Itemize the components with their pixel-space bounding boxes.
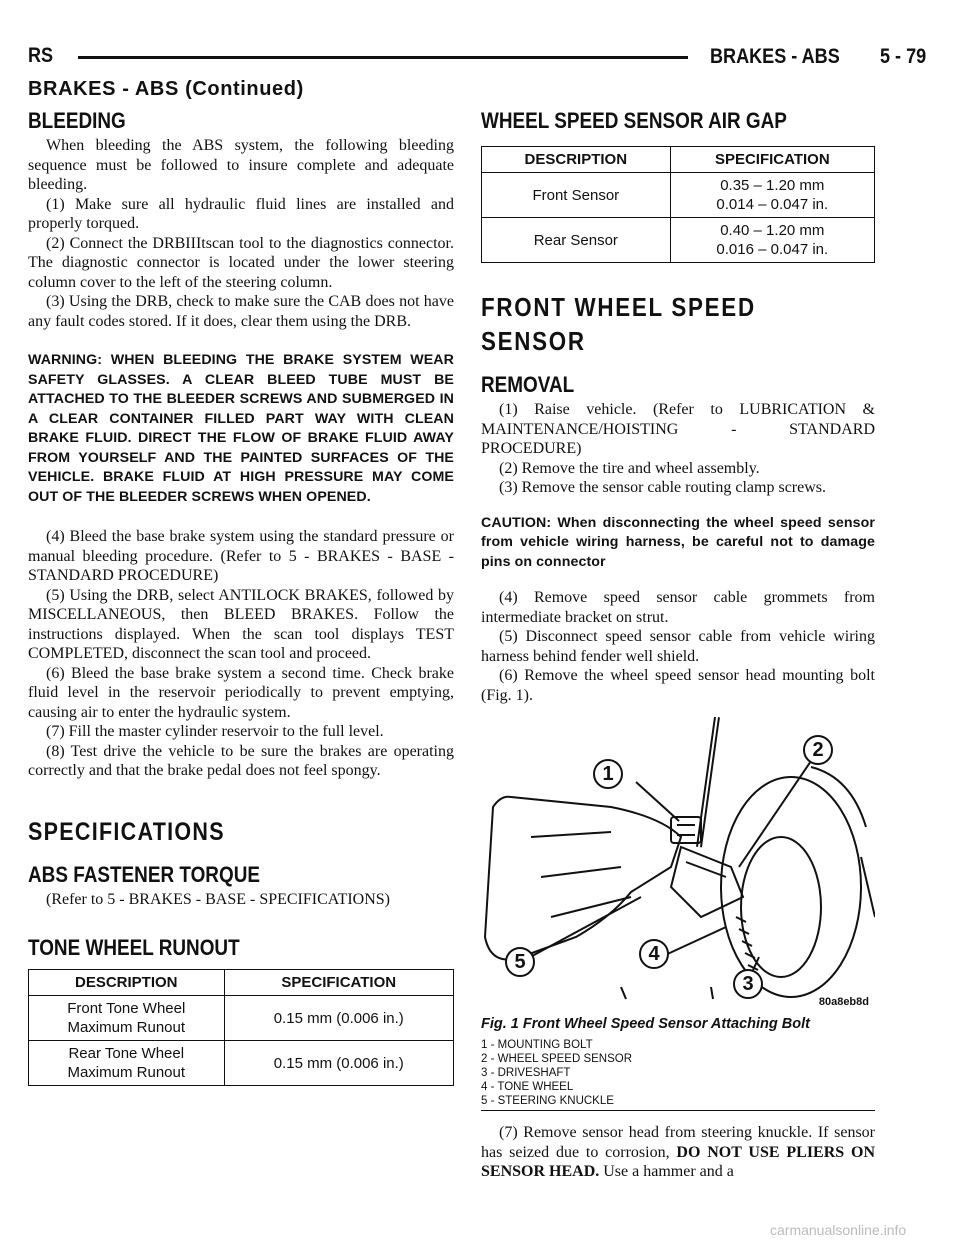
removal-heading: REMOVAL [481,372,575,397]
legend-item: 5 - STEERING KNUCKLE [481,1095,614,1107]
cell-line: Rear Tone Wheel [68,1045,185,1063]
table-row [29,1041,454,1086]
air-gap-table [481,146,875,263]
cell-line: 0.35 – 1.20 mm [720,177,825,194]
heading-line: FRONT WHEEL SPEED [481,292,756,322]
legend-item: 1 - MOUNTING BOLT [481,1039,593,1051]
table-cell-description: Rear Sensor [482,218,671,263]
header-model-code: RS [28,44,54,67]
table-header-row [29,970,454,996]
removal-step-6: (6) Remove the wheel speed sensor head mounting bolt (Fig. 1). [481,667,875,704]
bleeding-step-4: (4) Bleed the base brake system using the standard pressure or manual bleeding procedure. (Refer to 5 - BRAKES - BASE - STANDARD PROCEDURE) [28,528,454,584]
legend-item: 3 - DRIVESHAFT [481,1067,571,1079]
specifications-heading: SPECIFICATIONS [28,817,225,846]
table-cell-description [29,996,225,1041]
header-rule [78,56,688,59]
callout-3: 3 [733,969,763,999]
cell-line: 0.016 – 0.047 in. [716,241,829,258]
callout-5: 5 [505,947,535,977]
callout-1: 1 [593,759,623,789]
table-cell-specification [670,173,874,218]
continued-title: BRAKES - ABS (Continued) [28,78,304,100]
left-column [28,108,454,1086]
callout-2: 2 [803,735,833,765]
heading-line: SENSOR [481,325,586,356]
legend-item: 2 - WHEEL SPEED SENSOR [481,1053,633,1065]
bleeding-step-7: (7) Fill the master cylinder reservoir to the full level. [46,723,384,740]
abs-fastener-torque-heading: ABS FASTENER TORQUE [28,861,260,887]
tone-wheel-runout-heading: TONE WHEEL RUNOUT [28,935,240,961]
bleeding-heading: BLEEDING [28,108,126,133]
right-column [481,108,875,1182]
removal-step-1: (1) Raise vehicle. (Refer to LUBRICATION & MAINTENANCE/HOISTING - STANDARD PROCEDURE) [481,401,875,457]
table-cell-description: Front Sensor [482,173,671,218]
step-7-emphasis: DO NOT USE PLIERS ON SENSOR HEAD. [481,1143,876,1180]
table-header-row [482,147,875,173]
bleeding-step-8: (8) Test drive the vehicle to be sure the brakes are operating correctly and that the brake pedal does not feel spongy. [28,742,454,779]
bleeding-step-6: (6) Bleed the base brake system a second time. Check brake fluid level in the reservoir periodically to prevent emptying, causing air to enter the hydraulic system. [28,664,454,721]
bleeding-step-1: (1) Make sure all hydraulic fluid lines are installed and properly torqued. [28,195,454,232]
front-wheel-speed-sensor-heading [481,291,875,358]
bleeding-intro: When bleeding the ABS system, the following bleeding sequence must be followed to insure complete and adequate bleeding. [28,137,454,193]
air-gap-heading: WHEEL SPEED SENSOR AIR GAP [481,108,787,133]
bleeding-step-5: (5) Using the DRB, select ANTILOCK BRAKES, followed by MISCELLANEOUS, then BLEED BRAKES. Follow the instructions displayed. When the scan tool displays TEST COMPLETED, disconnect the scan tool and proceed. [28,586,454,662]
table-header-specification: SPECIFICATION [670,147,874,173]
legend-item: 4 - TONE WHEEL [481,1081,574,1093]
header-section-title: BRAKES - ABS [710,45,840,68]
bleeding-step-2: (2) Connect the DRBIIItscan tool to the diagnostics connector. The diagnostic connector is located under the lower steering column cover to the left of the steering column. [28,234,454,291]
header-page-number: 5 - 79 [880,45,927,68]
tone-wheel-runout-table [28,969,454,1086]
abs-fastener-torque-text: (Refer to 5 - BRAKES - BASE - SPECIFICATIONS) [46,890,390,908]
figure-caption: Fig. 1 Front Wheel Speed Sensor Attaching Bolt [481,1016,810,1032]
table-cell-specification: 0.15 mm (0.006 in.) [224,1041,454,1086]
removal-step-7 [481,1123,875,1182]
table-cell-specification: 0.15 mm (0.006 in.) [224,996,454,1041]
table-row [29,996,454,1041]
table-header-description: DESCRIPTION [482,147,671,173]
figure-code: 80a8eb8d [818,996,869,1008]
table-row [482,173,875,218]
removal-caution: CAUTION: When disconnecting the wheel speed sensor from vehicle wiring harness, be careful not to damage pins on connector [481,514,875,570]
cell-line: Front Tone Wheel [67,1000,186,1018]
page-header [28,44,934,70]
removal-step-5: (5) Disconnect speed sensor cable from vehicle wiring harness behind fender well shield. [481,628,875,665]
removal-step-3: (3) Remove the sensor cable routing clamp screws. [499,479,827,496]
watermark: carmanualsonline.info [770,1222,907,1238]
table-header-description: DESCRIPTION [29,970,225,996]
bleeding-step-3: (3) Using the DRB, check to make sure the CAB does not have any fault codes stored. If it does, clear them using the DRB. [28,293,454,330]
removal-step-4: (4) Remove speed sensor cable grommets from intermediate bracket on strut. [481,589,875,626]
header-right [696,44,934,69]
cell-line: Maximum Runout [67,1064,186,1082]
bleeding-warning: WARNING: WHEN BLEEDING THE BRAKE SYSTEM WEAR SAFETY GLASSES. A CLEAR BLEED TUBE MUST BE ATTACHED TO THE BLEEDER SCREWS AND SUBMERGED IN A CLEAR CONTAINER FILLED PART WAY WITH CLEAN BRAKE FLUID. DIRECT THE FLOW OF BRAKE FLUID AWAY FROM YOURSELF AND THE PAINTED SURFACES OF THE VEHICLE. BRAKE FLUID AT HIGH PRESSURE MAY COME OUT OF THE BLEEDER SCREWS WHEN OPENED. [28,352,454,505]
removal-step-2: (2) Remove the tire and wheel assembly. [499,459,760,477]
table-row [482,218,875,263]
figure-legend [481,1038,875,1111]
cell-line: 0.40 – 1.20 mm [720,222,825,239]
figure-wheel-speed-sensor [481,717,875,1012]
step-7-text: (7) Remove sensor head from steering knuckle. If sensor has seized due to corrosion, [481,1124,875,1161]
table-cell-specification [670,218,874,263]
table-header-specification: SPECIFICATION [224,970,454,996]
cell-line: Maximum Runout [67,1019,186,1037]
callout-4: 4 [639,939,669,969]
cell-line: 0.014 – 0.047 in. [716,196,829,213]
table-cell-description [29,1041,225,1086]
step-7-text-cont: Use a hammer and a [599,1163,734,1180]
